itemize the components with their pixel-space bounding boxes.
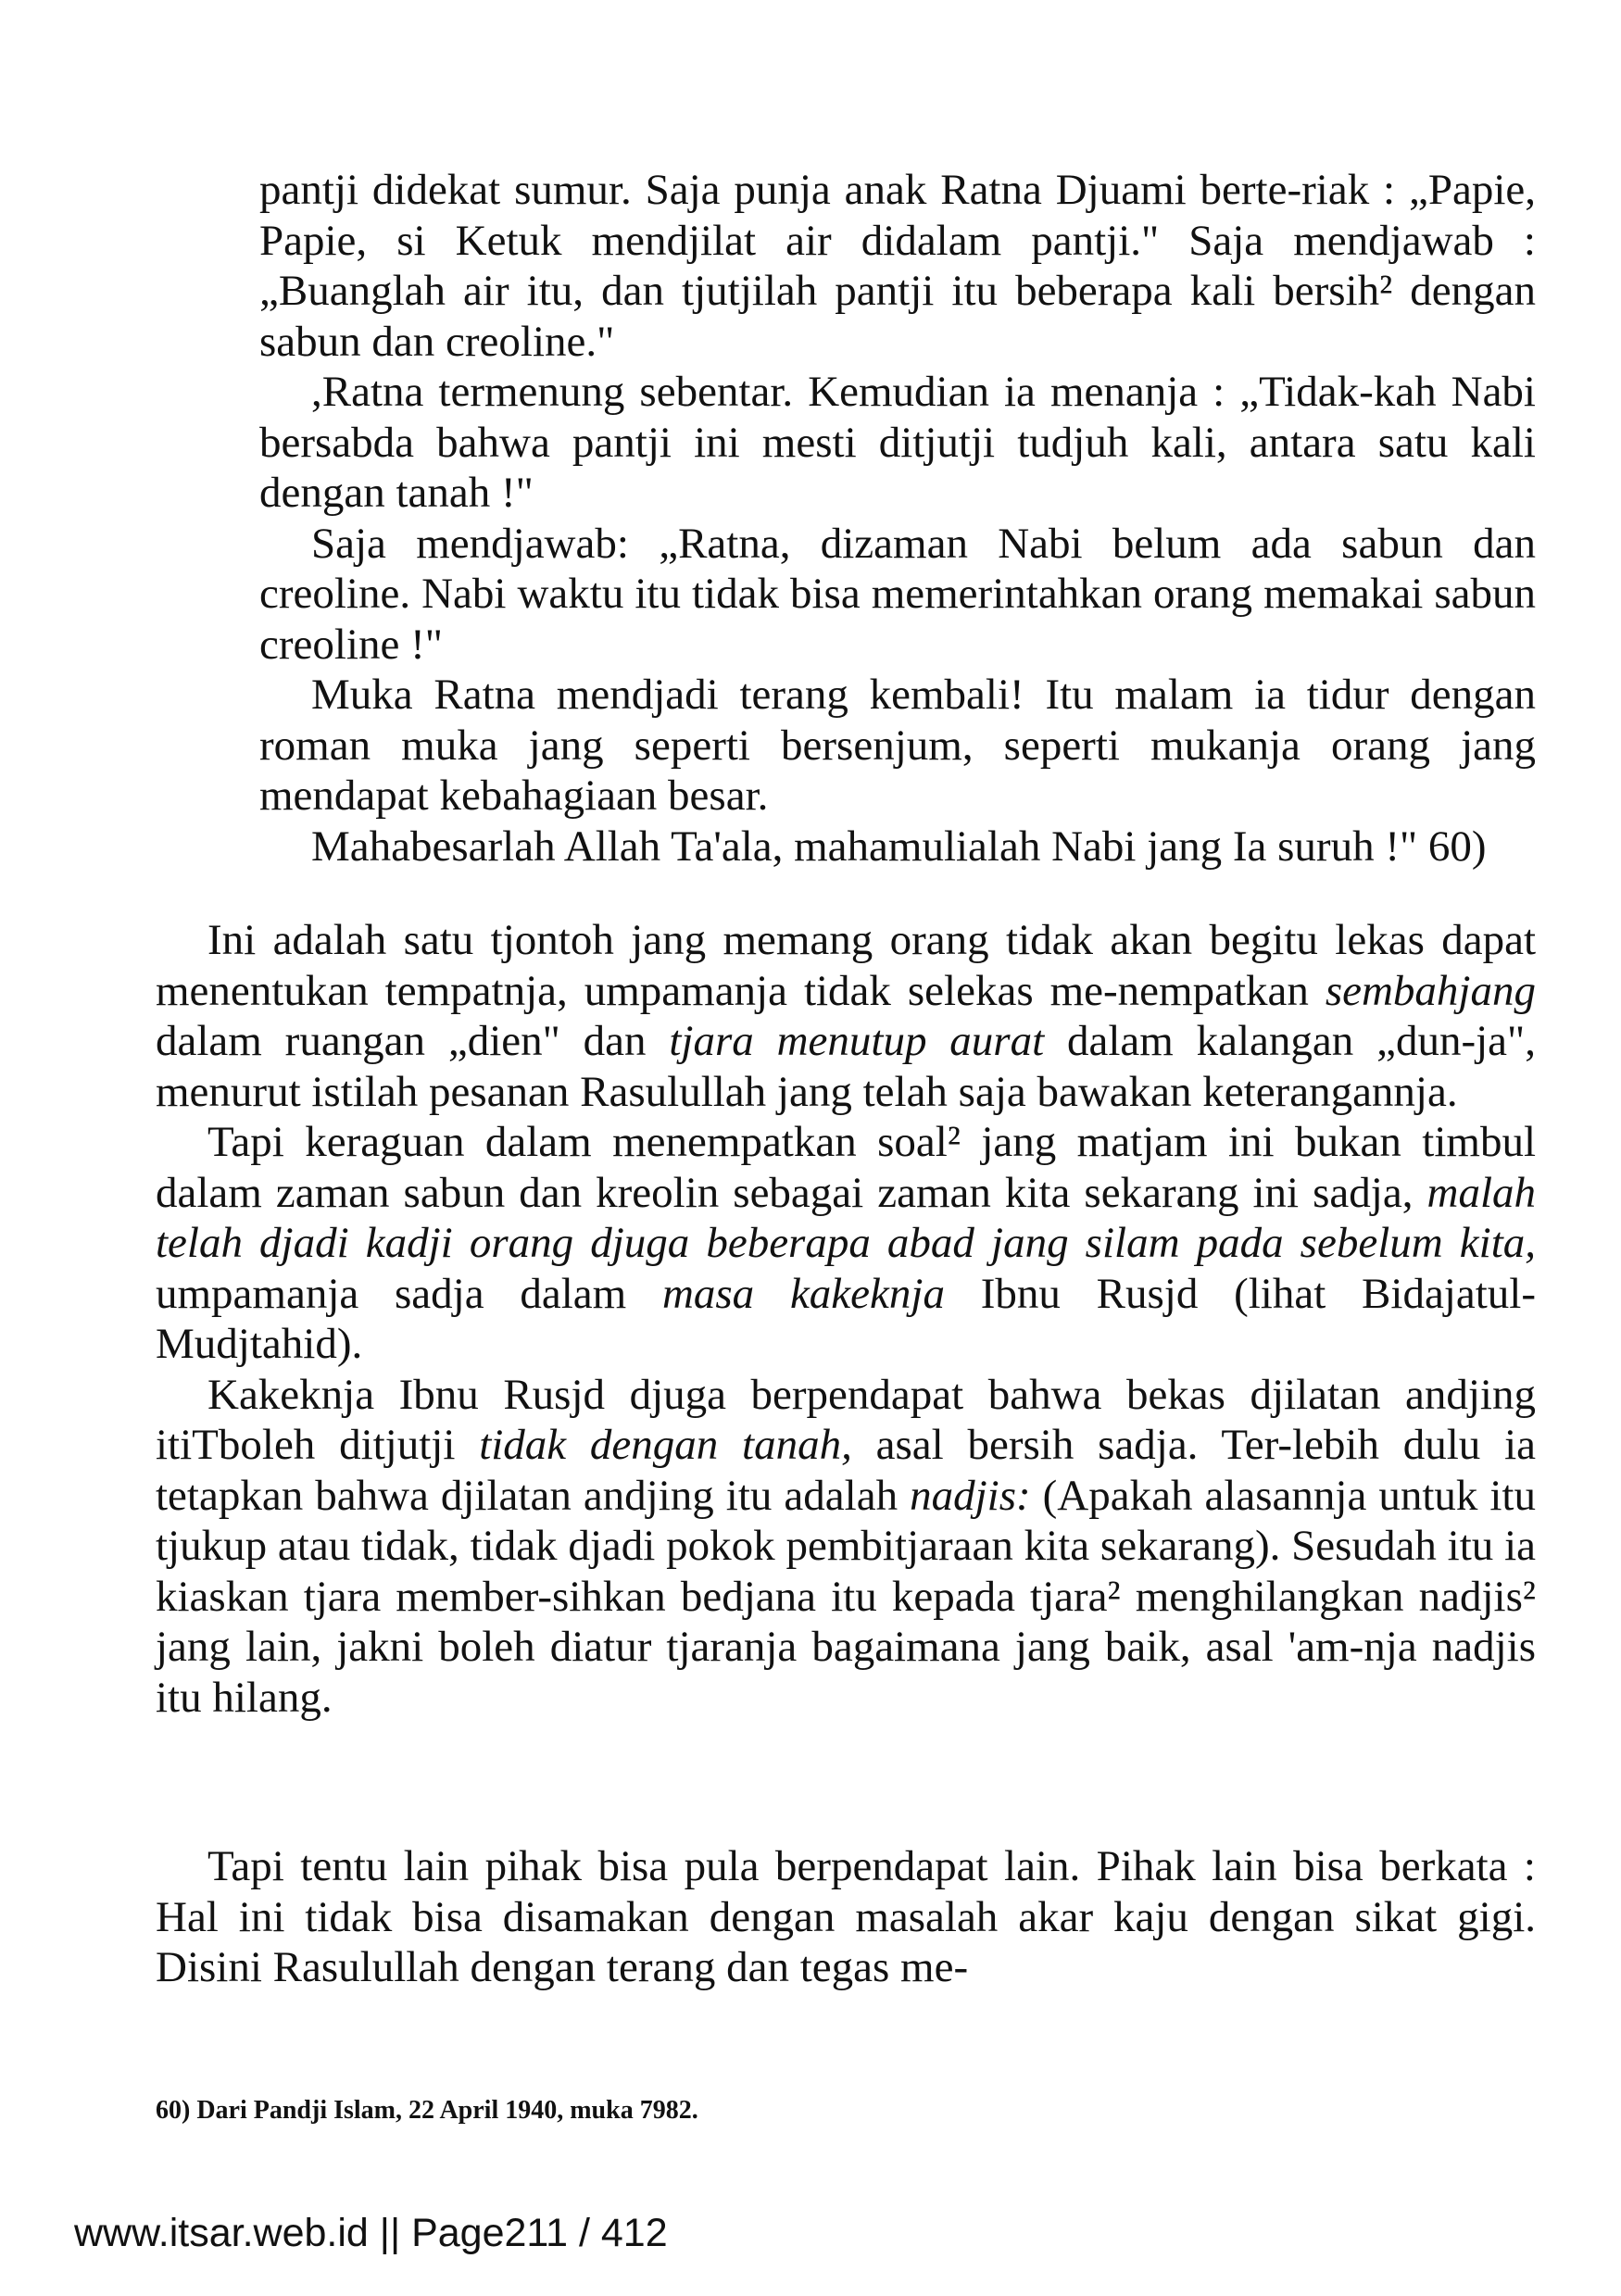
page-footer: www.itsar.web.id || Page211 / 412 [74, 2211, 668, 2255]
body-text [156, 915, 1536, 1723]
text-run: Ibnu Rusjd (lihat Bidajatul-Mudjtahid). [156, 1269, 1536, 1368]
closing-text [156, 1841, 1536, 1993]
italic-run: nadjis: [910, 1471, 1031, 1520]
text-run: dalam ruangan „dien" dan [156, 1017, 670, 1065]
italic-run: masa kakeknja [661, 1269, 945, 1318]
body-paragraph [156, 1370, 1536, 1724]
italic-run: tidak dengan tanah, [479, 1421, 852, 1469]
text-run: Tapi keraguan dalam menempatkan soal² jang matjam ini bukan timbul dalam zaman sabun dan kreolin sebagai zaman kita sekarang ini sadja, [156, 1118, 1536, 1217]
quote-paragraph: Mahabesarlah Allah Ta'ala, mahamulialah Nabi jang Ia suruh !" 60) [311, 822, 1487, 871]
text-run: asal bersih sadja. Ter-lebih dulu ia tetapkan bahwa djilatan andjing itu adalah [156, 1421, 1536, 1520]
quote-paragraph: ,Ratna termenung sebentar. Kemudian ia menanja : „Tidak-kah Nabi bersabda bahwa pantji ini mesti ditjutji tudjuh kali, antara satu kali dengan tanah !" [259, 368, 1536, 517]
footnote: 60) Dari Pandji Islam, 22 April 1940, muka 7982. [156, 2096, 698, 2125]
italic-run: tjara menutup aurat [669, 1017, 1045, 1065]
body-paragraph [156, 1117, 1536, 1370]
quote-paragraph: Muka Ratna mendjadi terang kembali! Itu malam ia tidur dengan roman muka jang seperti bersenjum, seperti mukanja orang jang mendapat kebahagiaan besar. [259, 671, 1536, 820]
closing-paragraph: Tapi tentu lain pihak bisa pula berpendapat lain. Pihak lain bisa berkata : Hal ini tidak bisa disamakan dengan masalah akar kaju dengan sikat gigi. Disini Rasulullah dengan terang dan tegas me- [156, 1842, 1536, 1991]
text-run: Ini adalah satu tjontoh jang memang orang tidak akan begitu lekas dapat menentukan tempatnja, umpamanja tidak selekas me-nempatkan [156, 916, 1536, 1015]
text-run: dalam kalangan „dun-ja", menurut istilah pesanan Rasulullah jang telah saja bawakan keterangannja. [156, 1017, 1536, 1116]
body-paragraph [156, 915, 1536, 1117]
italic-run: malah telah djadi kadji orang djuga beberapa abad jang silam pada sebelum kita, [156, 1168, 1536, 1267]
quote-paragraph: Saja mendjawab: „Ratna, dizaman Nabi belum ada sabun dan creoline. Nabi waktu itu tidak bisa memerintahkan orang memakai sabun creoline !" [259, 519, 1536, 669]
quote-paragraph: pantji didekat sumur. Saja punja anak Ratna Djuami berte-riak : „Papie, Papie, si Ketuk mendjilat air didalam pantji." Saja mendjawab : „Buanglah air itu, dan tjutjilah pantji itu beberapa kali bersih² dengan sabun dan creoline." [259, 166, 1536, 366]
text-run: umpamanja sadja dalam [156, 1269, 662, 1318]
text-run: Kakeknja Ibnu Rusjd djuga berpendapat bahwa bekas djilatan andjing itiTboleh ditjutji [156, 1370, 1536, 1469]
quoted-story [259, 165, 1536, 872]
text-run: (Apakah alasannja untuk itu tjukup atau tidak, tidak djadi pokok pembitjaraan kita sekarang). Sesudah itu ia kiaskan tjara member-sihkan bedjana itu kepada tjara² menghilangkan nadjis² jang lain, jakni boleh diatur tjaranja bagaimana jang baik, asal 'am-nja nadjis itu hilang. [156, 1471, 1536, 1722]
italic-run: sembahjang [1325, 966, 1536, 1015]
